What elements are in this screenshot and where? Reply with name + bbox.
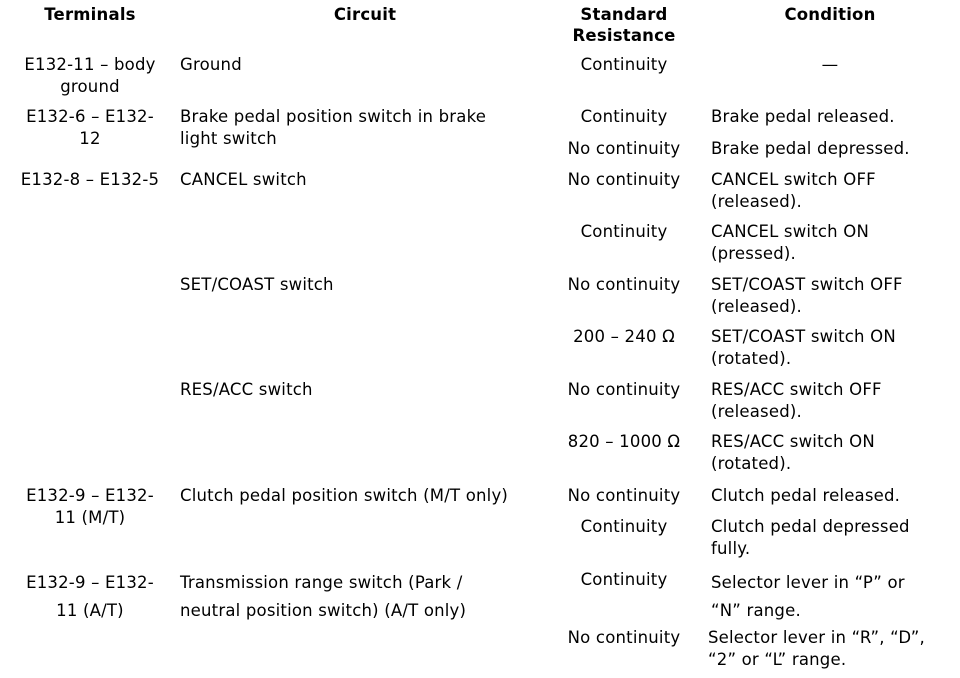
table-cell-resistance: No continuity (567, 275, 681, 294)
table-cell-resistance: 820 – 1000 Ω (567, 432, 681, 451)
table-cell-condition: Selector lever in “P” or “N” range. (711, 573, 905, 620)
header-circuit: Circuit (333, 5, 397, 24)
table-cell-resistance: No continuity (567, 628, 681, 647)
table-cell-resistance: 200 – 240 Ω (573, 327, 675, 346)
table-cell-terminals: E132-6 – E132- 12 (26, 107, 154, 148)
table-cell-resistance: No continuity (567, 139, 681, 158)
table-cell-circuit: Clutch pedal position switch (M/T only) (180, 486, 509, 505)
table-cell-condition: Selector lever in “R”, “D”, “2” or “L” range. (708, 628, 925, 669)
table-cell-terminals: E132-9 – E132- 11 (A/T) (26, 573, 154, 620)
table-cell-terminals: E132-11 – body ground (24, 55, 156, 96)
header-condition: Condition (784, 5, 876, 24)
table-cell-terminals: E132-9 – E132- 11 (M/T) (26, 486, 154, 527)
table-cell-circuit: Transmission range switch (Park / neutral position switch) (A/T only) (180, 573, 467, 620)
table-cell-condition: Brake pedal depressed. (711, 139, 910, 158)
table-cell-resistance: No continuity (567, 486, 681, 505)
table-cell-condition: RES/ACC switch ON (rotated). (711, 432, 875, 473)
table-cell-resistance: Continuity (580, 517, 668, 536)
table-cell-condition: — (821, 55, 839, 74)
table-cell-circuit: SET/COAST switch (180, 275, 334, 294)
table-cell-condition: CANCEL switch ON (pressed). (711, 222, 869, 263)
header-standard-resistance: Standard Resistance (572, 5, 676, 45)
table-cell-circuit: Brake pedal position switch in brake light switch (180, 107, 487, 148)
table-cell-condition: Clutch pedal depressed fully. (711, 517, 910, 558)
table-cell-condition: RES/ACC switch OFF (released). (711, 380, 882, 421)
table-cell-condition: Clutch pedal released. (711, 486, 901, 505)
table-cell-terminals: E132-8 – E132-5 (20, 170, 160, 189)
table-cell-condition: SET/COAST switch ON (rotated). (711, 327, 896, 368)
table-cell-condition: CANCEL switch OFF (released). (711, 170, 876, 211)
header-terminals: Terminals (44, 5, 136, 24)
table-cell-condition: Brake pedal released. (711, 107, 895, 126)
table-cell-resistance: No continuity (567, 170, 681, 189)
table-cell-resistance: Continuity (580, 222, 668, 241)
table-cell-circuit: RES/ACC switch (180, 380, 313, 399)
table-cell-resistance: Continuity (580, 570, 668, 589)
table-cell-resistance: Continuity (580, 107, 668, 126)
table-cell-condition: SET/COAST switch OFF (released). (711, 275, 903, 316)
table-cell-circuit: Ground (180, 55, 242, 74)
table-cell-resistance: Continuity (580, 55, 668, 74)
table-cell-resistance: No continuity (567, 380, 681, 399)
table-cell-circuit: CANCEL switch (180, 170, 307, 189)
